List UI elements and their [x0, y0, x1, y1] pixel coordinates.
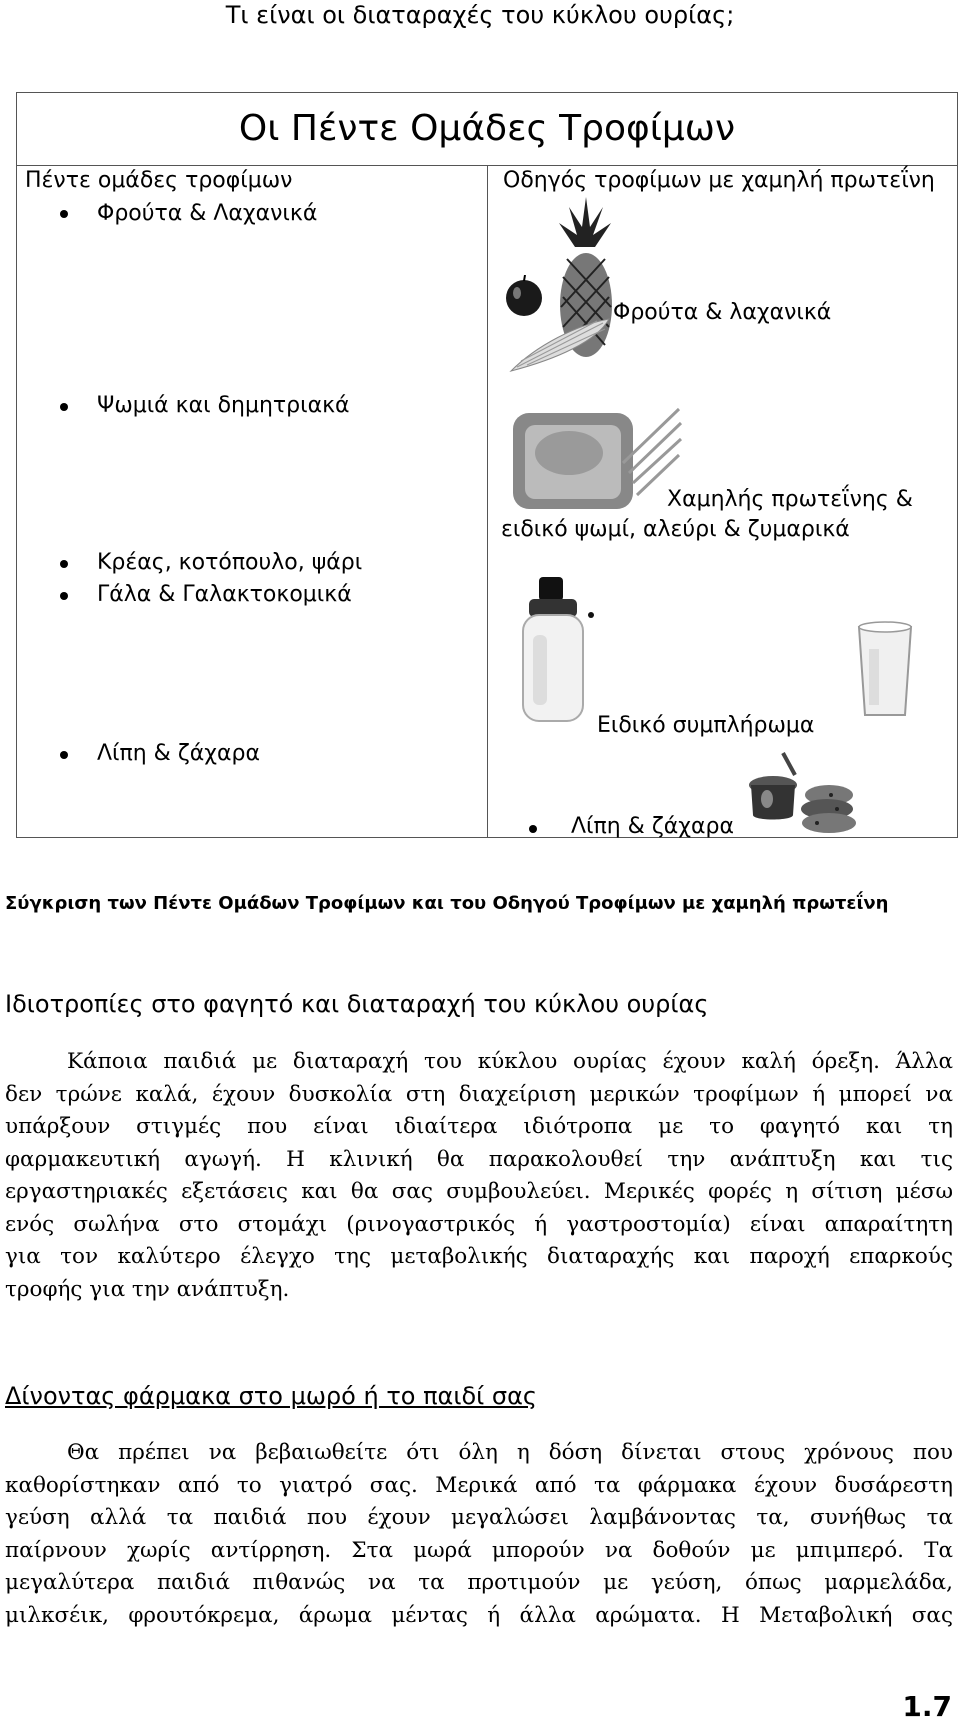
left-item-bread-cereal: Ψωμιά και δημητριακά	[97, 393, 350, 418]
table-title: Οι Πέντε Ομάδες Τροφίμων	[17, 93, 957, 166]
bullet	[60, 751, 68, 759]
right-item-fats: Λίπη & ζάχαρα	[571, 814, 734, 839]
paragraph-line: εργαστηριακές εξετάσεις και θα σας συμβουλεύει. Μερικές φορές η σίτιση μέσω	[5, 1179, 953, 1204]
paragraph-line: μεγαλύτερα παιδιά πιθανώς να τα προτιμούν με γεύση, όπως μαρμελάδα,	[5, 1570, 953, 1595]
page-heading: Τι είναι οι διαταραχές του κύκλου ουρίας;	[225, 1, 735, 29]
bottle-image	[513, 575, 601, 725]
milk-glass-image	[855, 619, 915, 719]
left-item-fruit-veg: Φρούτα & Λαχανικά	[97, 201, 318, 226]
cookies-image	[797, 779, 859, 835]
right-item-bread-line2: ειδικό ψωμί, αλεύρι & ζυμαρικά	[501, 517, 850, 542]
paragraph-line: ενός σωλήνα στο στομάχι (ρινογαστρικός ή γαστροστομία) είναι απαραίτητη	[5, 1211, 953, 1237]
left-item-meat: Κρέας, κοτόπουλο, ψάρι	[97, 550, 363, 575]
bullet	[60, 560, 68, 568]
bullet	[60, 592, 68, 600]
paragraph-line: δεν τρώνε καλά, έχουν δυσκολία στη διαχείριση μερικών τροφίμων ή μπορεί να	[5, 1081, 953, 1107]
page-number: 1.7	[902, 1690, 952, 1723]
paragraph-eating-habits	[5, 1046, 953, 1306]
paragraph-medicines	[5, 1437, 953, 1632]
paragraph-line: καθορίστηκαν από το γιατρό σας. Μερικά από τα φάρμακα έχουν δυσάρεστη	[5, 1472, 953, 1498]
right-item-fruit-veg: Φρούτα & λαχανικά	[613, 300, 832, 325]
paragraph-line: Θα πρέπει να βεβαιωθείτε ότι όλη η δόση δίνεται στους χρόνους που	[67, 1440, 953, 1465]
column-divider	[487, 165, 488, 837]
food-groups-table	[16, 92, 958, 838]
section-heading-medicines: Δίνοντας φάρμακα στο μωρό ή το παιδί σας	[5, 1382, 538, 1410]
section-heading-eating-habits: Ιδιοτροπίες στο φαγητό και διαταραχή του κύκλου ουρίας	[5, 990, 709, 1018]
corn-image	[507, 315, 613, 375]
right-column-header: Οδηγός τροφίμων με χαμηλή πρωτεΐνη	[503, 168, 935, 193]
table-caption: Σύγκριση των Πέντε Ομάδων Τροφίμων και του Οδηγού Τροφίμων με χαμηλή πρωτεΐνη	[5, 893, 889, 914]
paragraph-line: για τον καλύτερο έλεγχο της μεταβολικής διαταραχής και παροχή επαρκούς	[5, 1244, 953, 1269]
paragraph-line: γεύση αλλά τα παιδιά που έχουν μεγαλώσει λαμβάνοντας τα, συνήθως τα	[5, 1505, 953, 1530]
bullet	[60, 403, 68, 411]
paragraph-line: Κάποια παιδιά με διαταραχή του κύκλου ουρίας έχουν καλή όρεξη. Άλλα	[67, 1049, 953, 1074]
left-item-fats: Λίπη & ζάχαρα	[97, 741, 260, 766]
paragraph-line: τροφής για την ανάπτυξη.	[5, 1276, 290, 1302]
left-column-header: Πέντε ομάδες τροφίμων	[25, 168, 293, 193]
left-item-dairy: Γάλα & Γαλακτοκομικά	[97, 582, 352, 607]
right-item-bread-line1: Χαμηλής πρωτεΐνης &	[667, 487, 913, 512]
paragraph-line: παίρνουν χωρίς αντίρρηση. Στα μωρά μπορούν να δοθούν με μπιμπερό. Τα	[5, 1537, 953, 1563]
paragraph-line: φαρμακευτική αγωγή. Η κλινική θα παρακολουθεί την ανάπτυξη και τις	[5, 1146, 953, 1172]
bread-image	[503, 403, 683, 513]
right-item-supplement: Ειδικό συμπλήρωμα	[597, 713, 815, 738]
paragraph-line: υπάρξουν στιγμές που είναι ιδιαίτερα ιδιότροπα με το φαγητό και τη	[5, 1114, 953, 1139]
apple-image	[503, 275, 545, 317]
bullet	[529, 825, 537, 833]
paragraph-line: μιλκσέικ, φρουτόκρεμα, άρωμα μέντας ή άλλα αρώματα. Η Μεταβολική σας	[5, 1602, 953, 1628]
bullet	[60, 210, 68, 218]
